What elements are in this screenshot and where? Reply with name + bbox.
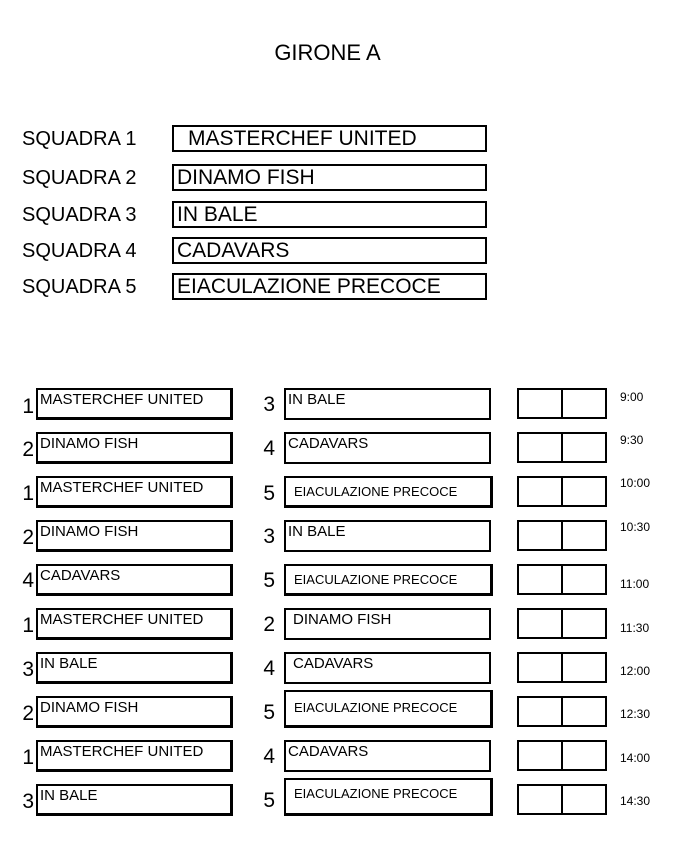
away-team-number: 2	[263, 613, 275, 636]
score-boxes	[517, 652, 607, 683]
home-team-number: 4	[22, 569, 34, 592]
home-team-field[interactable]: CADAVARS	[36, 564, 233, 596]
score-boxes	[517, 608, 607, 639]
away-team-number: 5	[263, 569, 275, 592]
match-time: 10:00	[620, 476, 651, 490]
page-title: GIRONE A	[274, 40, 381, 65]
home-team-number: 1	[22, 395, 34, 418]
score-boxes	[517, 740, 607, 771]
away-team-field[interactable]: CADAVARS	[284, 740, 491, 772]
away-team-field[interactable]: IN BALE	[284, 388, 491, 420]
home-team-number: 1	[22, 746, 34, 769]
home-team-number: 3	[22, 790, 34, 813]
score-boxes	[517, 476, 607, 507]
away-team-field[interactable]: CADAVARS	[284, 432, 491, 464]
away-score-cell[interactable]	[561, 654, 605, 681]
score-boxes	[517, 784, 607, 815]
home-team-field[interactable]: MASTERCHEF UNITED	[36, 608, 233, 640]
home-team-number: 3	[22, 658, 34, 681]
home-team-field[interactable]: MASTERCHEF UNITED	[36, 740, 233, 772]
away-team-field[interactable]: EIACULAZIONE PRECOCE	[284, 690, 493, 728]
away-team-field[interactable]: EIACULAZIONE PRECOCE	[284, 564, 493, 596]
away-score-cell[interactable]	[561, 610, 605, 637]
team-name-field[interactable]: CADAVARS	[172, 237, 487, 264]
home-team-number: 2	[22, 438, 34, 461]
away-score-cell[interactable]	[561, 434, 605, 461]
home-score-cell[interactable]	[519, 434, 561, 461]
home-score-cell[interactable]	[519, 742, 561, 769]
team-name-field[interactable]: IN BALE	[172, 201, 487, 228]
team-label: SQUADRA 5	[22, 276, 137, 298]
away-team-field[interactable]: CADAVARS	[284, 652, 491, 684]
away-score-cell[interactable]	[561, 698, 605, 725]
home-team-number: 2	[22, 702, 34, 725]
away-score-cell[interactable]	[561, 742, 605, 769]
home-team-field[interactable]: IN BALE	[36, 652, 233, 684]
home-score-cell[interactable]	[519, 522, 561, 549]
home-score-cell[interactable]	[519, 566, 561, 593]
team-name-field[interactable]: MASTERCHEF UNITED	[172, 125, 487, 152]
home-team-field[interactable]: DINAMO FISH	[36, 696, 233, 728]
team-label: SQUADRA 2	[22, 167, 137, 189]
away-team-number: 5	[263, 482, 275, 505]
away-team-field[interactable]: DINAMO FISH	[284, 608, 491, 640]
away-team-field[interactable]: EIACULAZIONE PRECOCE	[284, 476, 493, 508]
home-team-field[interactable]: IN BALE	[36, 784, 233, 816]
away-team-field[interactable]: EIACULAZIONE PRECOCE	[284, 778, 493, 816]
match-time: 9:00	[620, 390, 644, 404]
away-score-cell[interactable]	[561, 478, 605, 505]
away-team-number: 4	[263, 745, 275, 768]
home-team-number: 2	[22, 526, 34, 549]
score-boxes	[517, 388, 607, 419]
home-score-cell[interactable]	[519, 786, 561, 813]
match-time: 14:30	[620, 794, 651, 808]
away-score-cell[interactable]	[561, 522, 605, 549]
away-team-number: 4	[263, 437, 275, 460]
match-time: 12:30	[620, 707, 651, 721]
away-team-number: 5	[263, 789, 275, 812]
home-team-number: 1	[22, 482, 34, 505]
home-score-cell[interactable]	[519, 698, 561, 725]
match-time: 11:30	[620, 621, 650, 635]
away-score-cell[interactable]	[561, 390, 605, 417]
away-team-number: 4	[263, 657, 275, 680]
away-score-cell[interactable]	[561, 786, 605, 813]
match-time: 14:00	[620, 751, 651, 765]
team-name-field[interactable]: DINAMO FISH	[172, 164, 487, 191]
home-team-number: 1	[22, 614, 34, 637]
score-boxes	[517, 564, 607, 595]
match-time: 10:30	[620, 520, 651, 534]
match-time: 12:00	[620, 664, 651, 678]
home-score-cell[interactable]	[519, 654, 561, 681]
home-score-cell[interactable]	[519, 390, 561, 417]
team-label: SQUADRA 1	[22, 128, 137, 150]
match-time: 9:30	[620, 433, 644, 447]
away-team-number: 5	[263, 701, 275, 724]
score-boxes	[517, 520, 607, 551]
home-team-field[interactable]: MASTERCHEF UNITED	[36, 476, 233, 508]
team-label: SQUADRA 3	[22, 204, 137, 226]
home-team-field[interactable]: MASTERCHEF UNITED	[36, 388, 233, 420]
home-score-cell[interactable]	[519, 610, 561, 637]
team-name-field[interactable]: EIACULAZIONE PRECOCE	[172, 273, 487, 300]
home-team-field[interactable]: DINAMO FISH	[36, 520, 233, 552]
home-team-field[interactable]: DINAMO FISH	[36, 432, 233, 464]
away-score-cell[interactable]	[561, 566, 605, 593]
score-boxes	[517, 432, 607, 463]
match-time: 11:00	[620, 577, 650, 591]
away-team-number: 3	[263, 393, 275, 416]
team-label: SQUADRA 4	[22, 240, 137, 262]
away-team-field[interactable]: IN BALE	[284, 520, 491, 552]
home-score-cell[interactable]	[519, 478, 561, 505]
score-boxes	[517, 696, 607, 727]
away-team-number: 3	[263, 525, 275, 548]
